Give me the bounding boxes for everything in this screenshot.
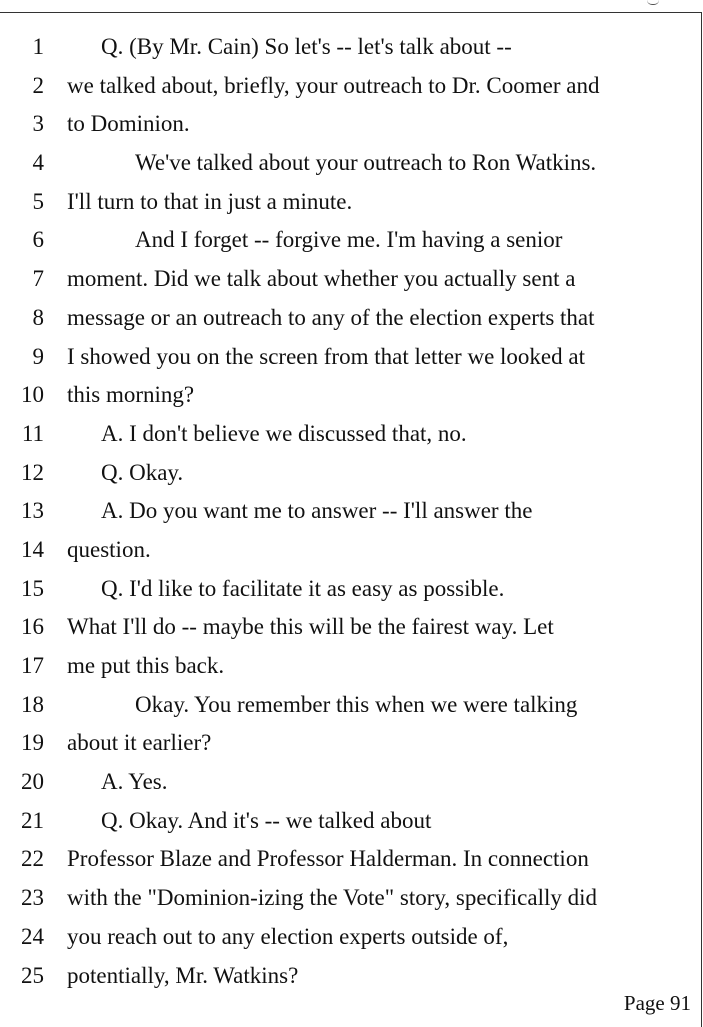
line-text: We've talked about your outreach to Ron Watkins. [135, 150, 597, 176]
transcript-line [0, 415, 700, 454]
line-number: 17 [21, 653, 44, 678]
transcript-line [0, 183, 700, 222]
line-number: 23 [21, 885, 44, 911]
line-text: question. [67, 536, 151, 562]
transcript-line [0, 338, 700, 377]
transcript-line [0, 454, 700, 493]
line-number: 15 [21, 575, 44, 601]
transcript-line [0, 570, 700, 609]
transcript-line [0, 299, 700, 338]
transcript-line [0, 763, 700, 802]
transcript-line [0, 105, 700, 144]
line-text: me put this back. [67, 653, 225, 678]
transcript-line [0, 28, 700, 67]
line-number: 7 [32, 266, 44, 292]
line-text: message or an outreach to any of the election experts that [67, 304, 595, 330]
line-text: we talked about, briefly, your outreach to Dr. Coomer and [67, 72, 600, 98]
line-number: 5 [32, 188, 44, 214]
transcript-line [0, 724, 700, 763]
line-text: And I forget -- forgive me. I'm having a senior [135, 227, 563, 253]
line-number: 20 [21, 769, 44, 795]
line-number: 19 [21, 730, 44, 756]
transcript-line [0, 67, 700, 106]
line-text: Q. (By Mr. Cain) So let's -- let's talk about -- [101, 34, 512, 59]
transcript-line [0, 686, 700, 725]
transcript-line [0, 840, 700, 879]
line-number: 2 [32, 72, 44, 98]
line-number: 13 [21, 498, 44, 524]
transcript-lines [0, 28, 700, 995]
line-text: potentially, Mr. Watkins? [67, 962, 299, 988]
transcript-line [0, 144, 700, 183]
line-number: 21 [21, 807, 44, 833]
line-number: 1 [32, 34, 44, 59]
transcript-line [0, 802, 700, 841]
line-number: 11 [21, 420, 44, 446]
transcript-line [0, 531, 700, 570]
transcript-line [0, 647, 700, 686]
line-number: 3 [32, 111, 44, 137]
transcript-line [0, 879, 700, 918]
transcript-line [0, 608, 700, 647]
line-text: I'll turn to that in just a minute. [67, 188, 353, 214]
line-text: moment. Did we talk about whether you actually sent a [67, 266, 576, 292]
transcript-line [0, 221, 700, 260]
line-text: Professor Blaze and Professor Halderman. In connection [67, 846, 589, 872]
transcript-line [0, 957, 700, 996]
line-text: Q. Okay. [101, 459, 184, 485]
line-number: 8 [32, 304, 44, 330]
line-number: 24 [21, 923, 44, 949]
transcript-line [0, 918, 700, 957]
line-text: What I'll do -- maybe this will be the fairest way. Let [67, 614, 554, 640]
transcript-line [0, 260, 700, 299]
line-text: A. Do you want me to answer -- I'll answer the [101, 498, 533, 524]
line-number: 25 [21, 962, 44, 988]
line-text: this morning? [67, 382, 195, 408]
line-number: 6 [32, 227, 44, 253]
line-number: 9 [32, 343, 44, 369]
line-number: 18 [21, 691, 44, 717]
page-corner-glyph-icon [647, 0, 659, 5]
line-number: 12 [21, 459, 44, 485]
line-text: Q. I'd like to facilitate it as easy as possible. [101, 575, 505, 601]
page-number-label: Page 91 [623, 991, 691, 1015]
line-text: you reach out to any election experts outside of, [67, 923, 509, 949]
line-number: 14 [21, 536, 44, 562]
line-number: 22 [21, 846, 44, 872]
line-number: 10 [21, 382, 44, 408]
line-text: A. I don't believe we discussed that, no. [101, 420, 467, 446]
line-text: about it earlier? [67, 730, 212, 756]
line-text: A. Yes. [101, 769, 168, 795]
line-text: I showed you on the screen from that letter we looked at [67, 343, 585, 369]
line-number: 4 [32, 150, 44, 176]
line-text: with the "Dominion-izing the Vote" story, specifically did [67, 885, 598, 911]
line-number: 16 [21, 614, 44, 640]
line-text: Okay. You remember this when we were talking [135, 691, 578, 717]
transcript-line [0, 492, 700, 531]
transcript-line [0, 376, 700, 415]
line-text: to Dominion. [67, 111, 190, 137]
line-text: Q. Okay. And it's -- we talked about [101, 807, 432, 833]
